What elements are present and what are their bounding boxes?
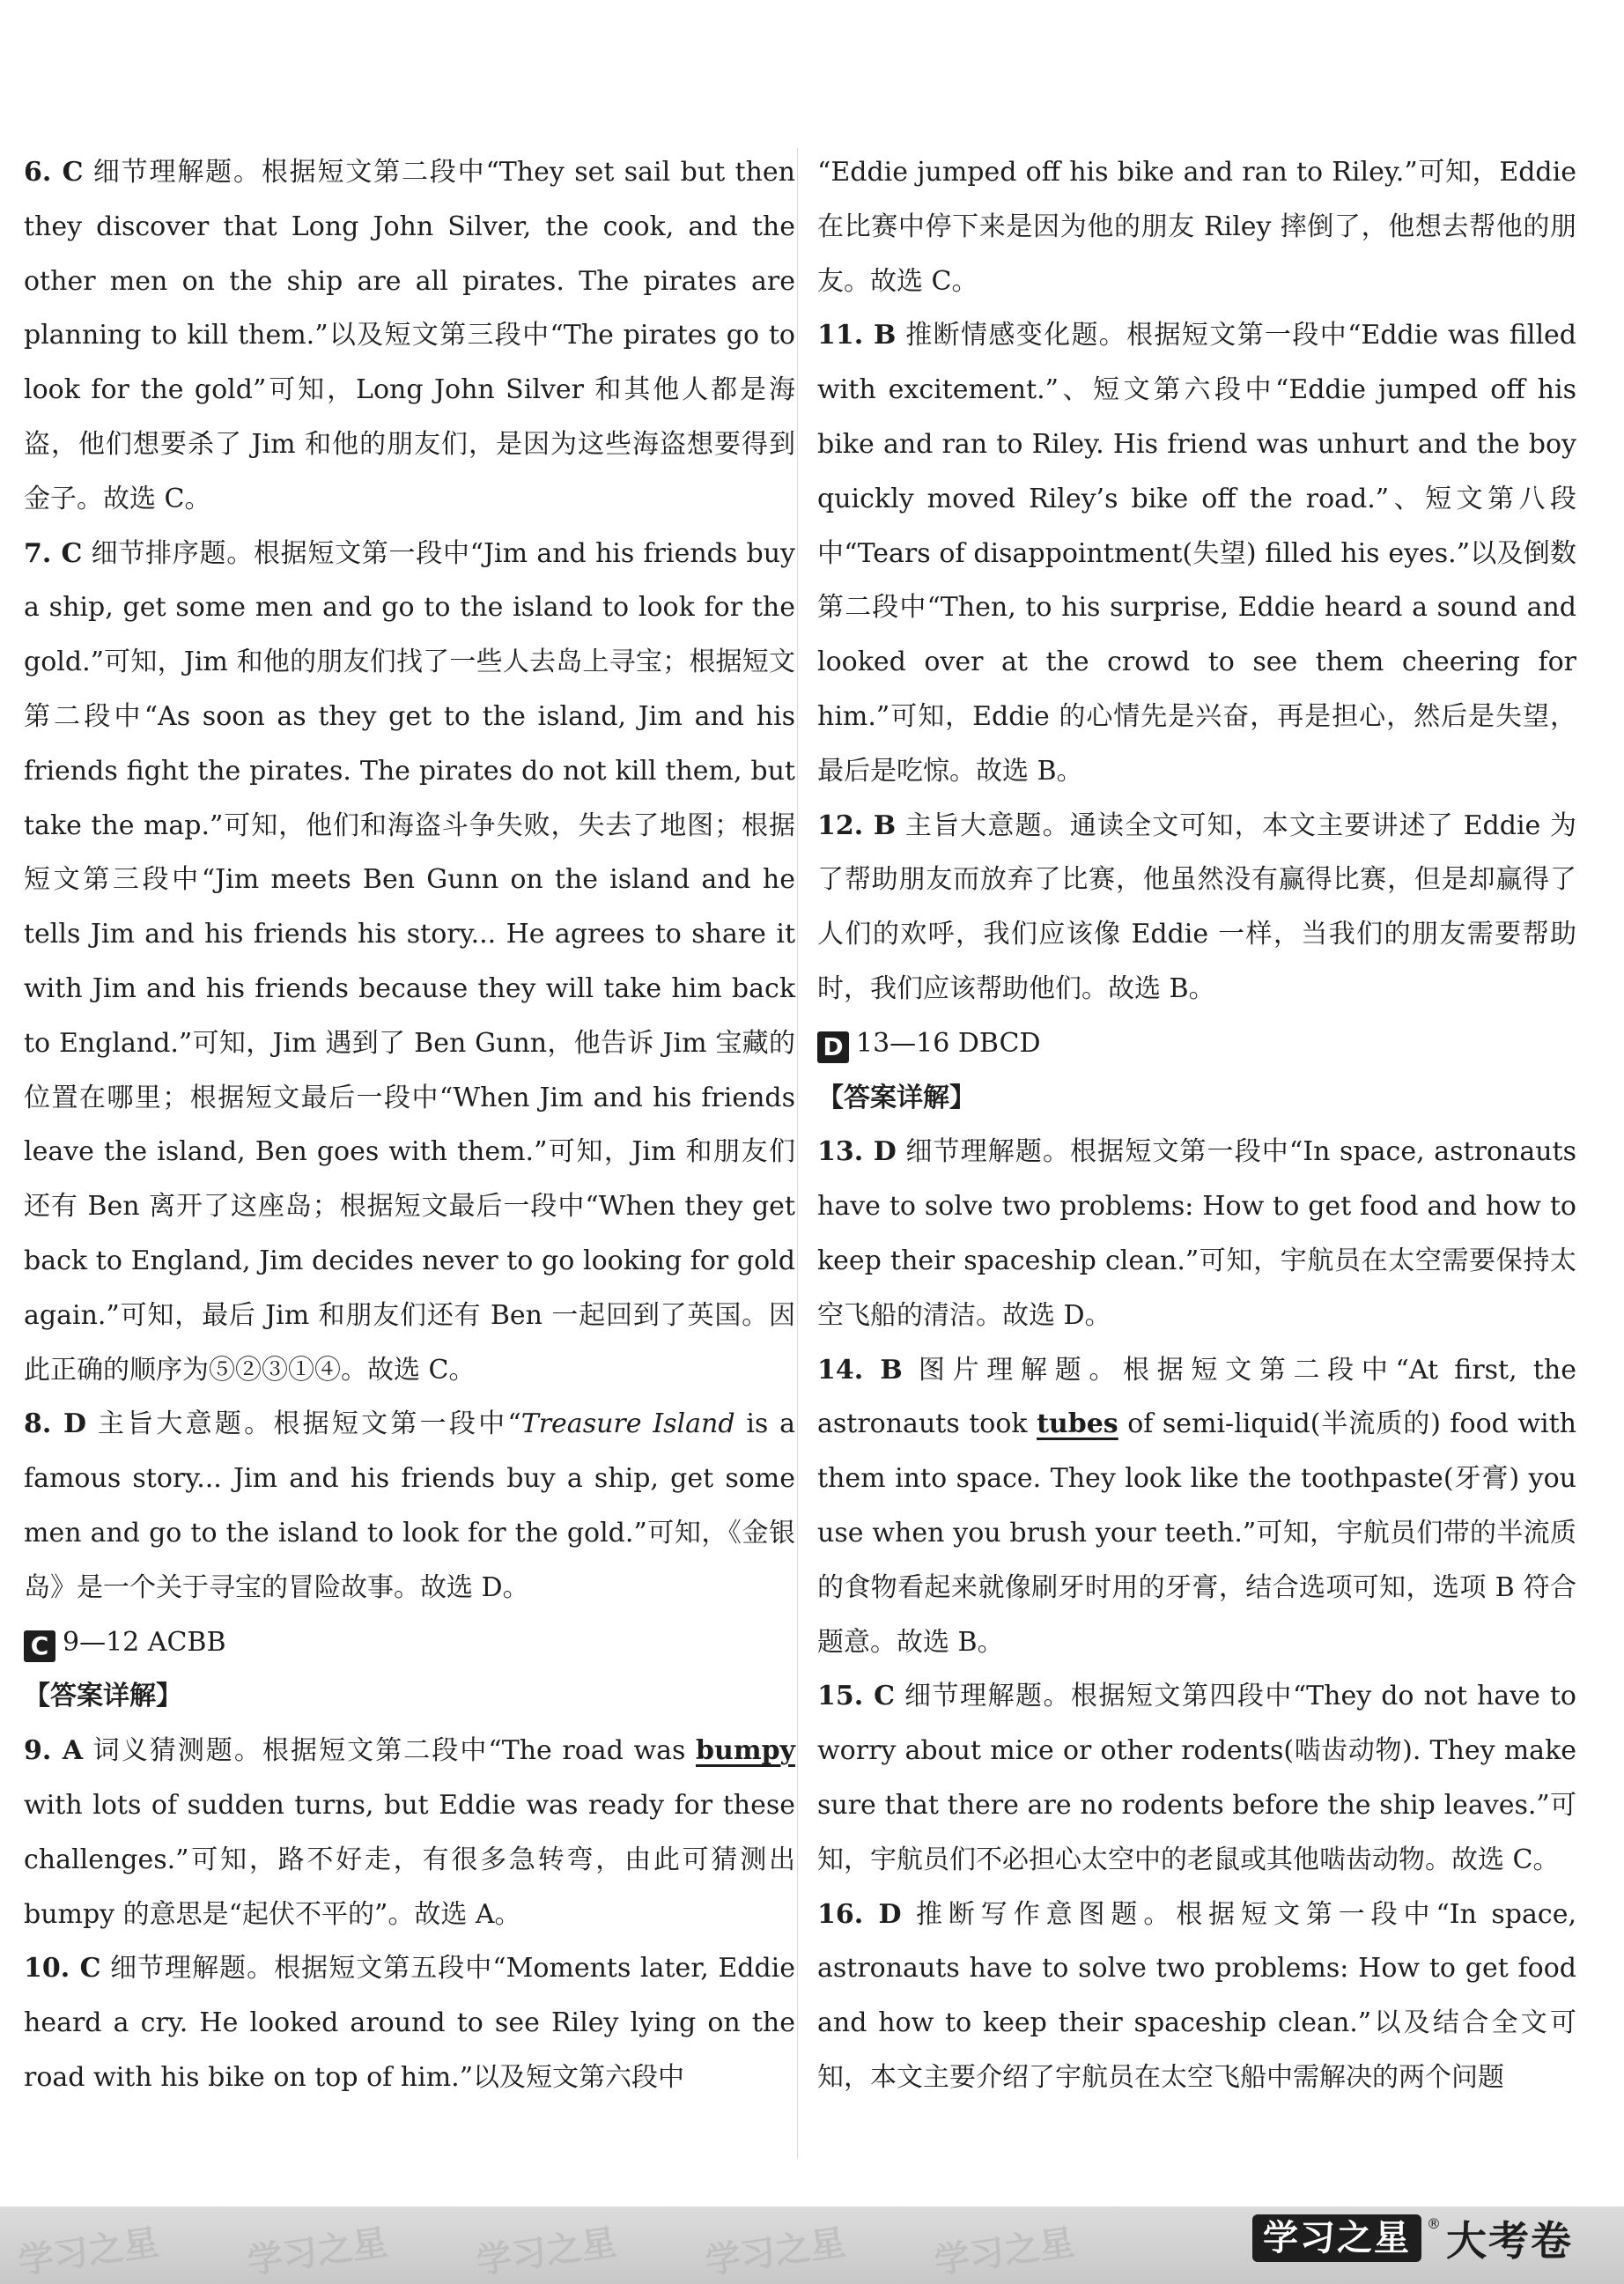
brand-product-name: 大考卷 [1446, 2217, 1573, 2265]
answer-12 [817, 799, 1576, 1016]
explanation-text: 主旨大意题。根据短文第一段中“ [86, 1408, 521, 1440]
explanation-text: 细节排序题。根据短文第一段中“Jim and his friends buy a ship, get some men and go to the island to look for the gold.”可知，Jim 和他的朋友们找了一些人去岛上寻宝；根据短文第二段中“As soon as they get to the island, Jim and his friends fight the pirates. The pirates do not kill them, but take the map.”可知，他们和海盗斗争失败，失去了地图；根据短文第三段中“Jim meets Ben Gunn on the island and he tells Jim and his friends his story... He agrees to share it with Jim and his friends because they will take him back to England.”可知，Jim 遇到了 Ben Gunn，他告诉 Jim 宝藏的位置在哪里；根据短文最后一段中“When Jim and his friends leave the island, Ben goes with them.”可知，Jim 和朋友们还有 Ben 离开了这座岛；根据短文最后一段中“When they get back to England, Jim decides never to go looking for gold again.”可知，最后 Jim 和朋友们还有 Ben 一起回到了英国。因此正确的顺序为⑤②③①④。故选 C。 [24, 537, 795, 1386]
watermark: 学习之星 [703, 2222, 848, 2282]
answer-11 [817, 308, 1576, 798]
question-number: 16. D [817, 1898, 902, 1930]
question-number: 13. D [817, 1136, 897, 1168]
question-number: 10. C [24, 1953, 101, 1985]
answer-10 [24, 1941, 795, 2104]
section-letter-badge: C [24, 1630, 55, 1662]
explanation-text: 图片理解题。根据短文第二段中“At first, the astronauts took [817, 1354, 1576, 1440]
answer-14 [817, 1343, 1576, 1670]
explanation-text: 推断写作意图题。根据短文第一段中“In space, astronauts have to solve two problems: How to get food and how to keep their spaceship clean.”以及结合全文可知，本文主要介绍了宇航员在太空飞船中需解决的两个问题 [817, 1898, 1576, 2093]
explanation-text: is a famous story... Jim and his friends buy a ship, get some men and go to the island to look for the gold.”可知，《金银岛》是一个关于寻宝的冒险故事。故选 D。 [24, 1408, 796, 1603]
explanation-text: 细节理解题。根据短文第一段中“In space, astronauts have to solve two problems: How to get food and how to keep their spaceship clean.”可知，宇航员在太空需要保持太空飞船的清洁。故选 D。 [817, 1136, 1576, 1331]
section-letter-badge: D [817, 1031, 849, 1063]
question-number: 11. B [817, 320, 897, 351]
explanation-text: 主旨大意题。通读全文可知，本文主要讲述了 Eddie 为了帮助朋友而放弃了比赛，他虽然没有赢得比赛，但是却赢得了人们的欢呼，我们应该像 Eddie 一样，当我们的朋友需要帮助时，我们应该帮助他们。故选 B。 [817, 809, 1576, 1004]
question-number: 15. C [817, 1681, 895, 1712]
explanation-text: of semi-liquid(半流质的) food with them into space. They look like the toothpaste(牙膏) you use when you brush your teeth.”可知，宇航员们带的半流质的食物看起来就像刷牙时用的牙膏，结合选项可知，选项 B 符合题意。故选 B。 [817, 1408, 1576, 1658]
underlined-word: tubes [1037, 1408, 1118, 1440]
explanation-text: 细节理解题。根据短文第二段中“They set sail but then they discover that Long John Silver, the cook, and the other men on the ship are all pirates. The pirates are planning to kill them.”以及短文第三段中“The pirates go to look for the gold”可知，Long John Silver 和其他人都是海盗，他们想要杀了 Jim 和他的朋友们，是因为这些海盗想要得到金子。故选 C。 [24, 157, 796, 514]
answer-16 [817, 1888, 1576, 2105]
book-title: Treasure Island [520, 1408, 735, 1440]
question-number: 6. C [24, 157, 84, 188]
explanation-text: with lots of sudden turns, but Eddie was ready for these challenges.”可知，路不好走，有很多急转弯，由此可猜测出 bumpy 的意思是“起伏不平的”。故选 A。 [24, 1789, 795, 1930]
answer-6 [24, 145, 795, 527]
left-column [24, 145, 795, 2105]
answer-7 [24, 527, 795, 1398]
watermark: 学习之星 [16, 2222, 161, 2282]
watermark: 学习之星 [245, 2222, 390, 2282]
explanation-text: 细节理解题。根据短文第五段中“Moments later, Eddie heard a cry. He looked around to see Riley lying on the road with his bike on top of him.”以及短文第六段中 [24, 1953, 795, 2093]
answer-details-heading: 【答案详解】 [24, 1681, 182, 1712]
column-divider [797, 148, 798, 2158]
answer-details-heading: 【答案详解】 [817, 1082, 976, 1113]
brand-logo [1252, 2214, 1573, 2263]
answer-13 [817, 1125, 1576, 1342]
section-c-header [24, 1615, 795, 1670]
explanation-text: 词义猜测题。根据短文第二段中“The road was [83, 1735, 697, 1767]
explanation-text: 推断情感变化题。根据短文第一段中“Eddie was filled with excitement.”、短文第六段中“Eddie jumped off his bike and ran to Riley. His friend was unhurt and the boy quickly moved Riley’s bike off the road.”、短文第八段中“Tears of disappointment(失望) filled his eyes.”以及倒数第二段中“Then, to his surprise, Eddie heard a sound and looked over at the crowd to see them cheering for him.”可知，Eddie 的心情先是兴奋，再是担心，然后是失望，最后是吃惊。故选 B。 [817, 320, 1576, 787]
section-answers: 9—12 ACBB [63, 1626, 226, 1658]
answer-8 [24, 1397, 795, 1615]
registered-mark: ® [1427, 2215, 1441, 2232]
answer-9 [24, 1724, 795, 1941]
answer-15 [817, 1669, 1576, 1887]
section-d-header [817, 1016, 1576, 1071]
watermark: 学习之星 [474, 2222, 619, 2282]
answer-10-continued: “Eddie jumped off his bike and ran to Riley.”可知，Eddie 在比赛中停下来是因为他的朋友 Riley 摔倒了，他想去帮他的朋友。故选 C。 [817, 157, 1576, 297]
question-number: 8. D [24, 1408, 87, 1440]
right-column [817, 145, 1576, 2105]
watermark: 学习之星 [932, 2222, 1077, 2282]
question-number: 12. B [817, 809, 897, 841]
section-answers: 13—16 DBCD [856, 1027, 1041, 1059]
explanation-text: 细节理解题。根据短文第四段中“They do not have to worry about mice or other rodents(啮齿动物). They make sure that there are no rodents before the ship leaves.”可知，宇航员们不必担心太空中的老鼠或其他啮齿动物。故选 C。 [817, 1681, 1576, 1875]
brand-logo-mark: 学习之星 [1252, 2214, 1421, 2262]
question-number: 7. C [24, 537, 83, 569]
underlined-word: bumpy [696, 1735, 795, 1767]
question-number: 9. A [24, 1735, 84, 1767]
question-number: 14. B [817, 1354, 903, 1386]
